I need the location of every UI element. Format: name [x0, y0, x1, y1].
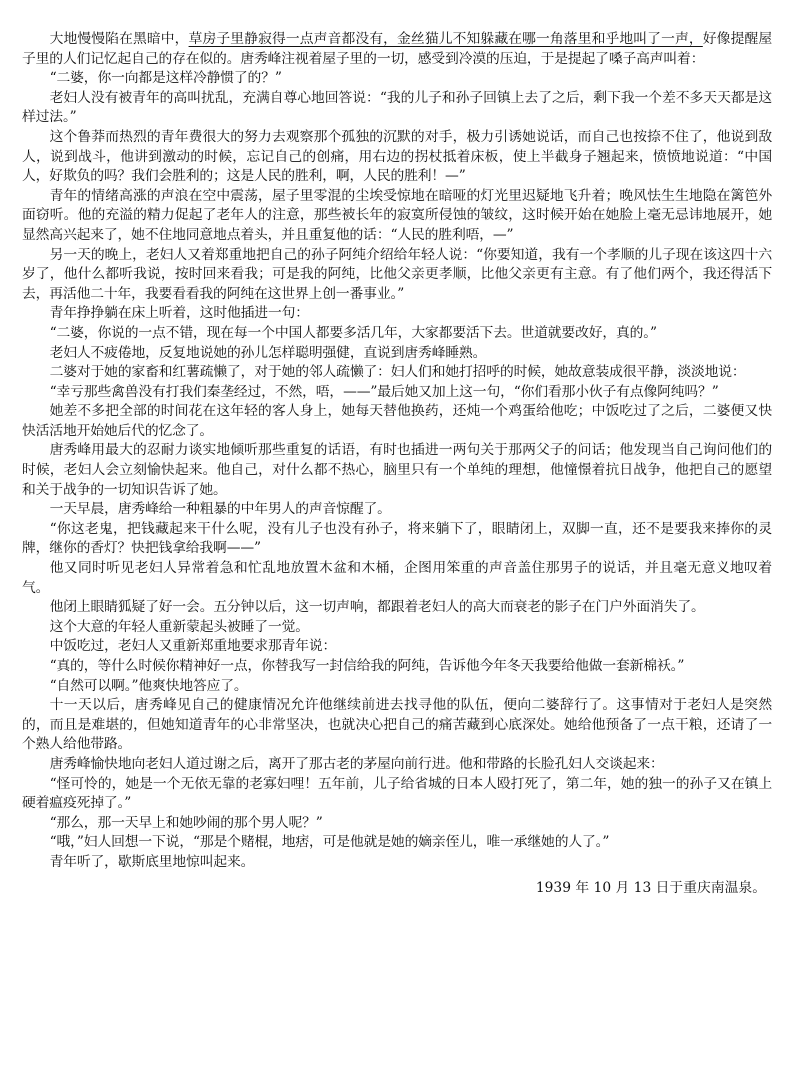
- paragraph: “你这老鬼，把钱藏起来干什么呢，没有儿子也没有孙子，将来躺下了，眼睛闭上，双脚一直，还不是要我来捧你的灵牌，继你的香灯？快把钱拿给我啊——”: [22, 520, 772, 557]
- paragraph: 她差不多把全部的时间花在这年轻的客人身上，她每天替他换药，还炖一个鸡蛋给他吃；中饭吃过了之后，二婆便又快快活活地开始她后代的忆念了。: [22, 403, 772, 439]
- paragraph: “怪可怜的，她是一个无依无靠的老寡妇哩！五年前，儿子给省城的日本人殴打死了，第二年，她的独一的孙子又在镇上硬着瘟疫死掉了。”: [22, 775, 772, 812]
- paragraph-1-text-b: 好像提醒屋子里的人们记忆起自己的存在似的。唐秀峰注视着屋子里的一切，感受到冷漠的压迫，于是提起了嗓子高声叫着：: [22, 31, 773, 67]
- paragraph: 这个大意的年轻人重新蒙起头被睡了一觉。: [49, 618, 309, 635]
- paragraph: 另一天的晚上，老妇人又着郑重地把自己的孙子阿纯介绍给年轻人说：“你要知道，我有一个孝顺的儿子现在该这四十六岁了，他什么都听我说，按时回来看我；可是我的阿纯，比他父亲更孝顺，比他父亲更有主意。有了他们两个，我还得活下去，再活他二十年，我要看看我的阿纯在这世界上创一番事业。”: [22, 246, 772, 302]
- paragraph: “哦，”妇人回想一下说，“那是个赌棍，地痞，可是他就是她的嫡亲侄儿，唯一承继她的人了。”: [49, 834, 610, 851]
- paragraph: 他闭上眼睛狐疑了好一会。五分钟以后，这一切声响，都跟着老妇人的高大而衰老的影子在门户外面消失了。: [49, 599, 705, 616]
- paragraph: “自然可以啊。”他爽快地答应了。: [49, 677, 248, 694]
- date-signature: 1939 年 10 月 13 日于重庆南温泉。: [535, 879, 766, 896]
- paragraph: 这个鲁莽而热烈的青年费很大的努力去观察那个孤独的沉默的对手，极力引诱她说话，而自己也按捺不住了，他说到敌人，说到战斗，他讲到激动的时候，忘记自己的创痛，用右边的拐杖抵着床板，使上半截身子翘起来，愤愤地说道：“中国人，好欺负的吗？我们会胜利的；这是人民的胜利，啊，人民的胜利！—”: [22, 128, 772, 185]
- paragraph: 一天早晨，唐秀峰给一种粗暴的中年男人的声音惊醒了。: [49, 501, 391, 518]
- paragraph: “真的，等什么时候你精神好一点，你替我写一封信给我的阿纯，告诉他今年冬天我要给他做一套新棉袄。”: [49, 658, 685, 674]
- paragraph-1: [22, 30, 772, 69]
- paragraph: 十一天以后，唐秀峰见自己的健康情况允许他继续前进去找寻他的队伍，便向二婆辞行了。这事情对于老妇人是突然的，而且是难堪的，但她知道青年的心非常坚决，也就决心把自己的痛苦藏到心底深处。她给他预备了一点干粮，还请了一个熟人给他带路。: [22, 697, 772, 753]
- paragraph: “二婆，你说的一点不错，现在每一个中国人都要多活几年，大家都要活下去。世道就要改好，真的。”: [49, 324, 657, 341]
- paragraph: 老妇人不疲倦地，反复地说她的孙儿怎样聪明强健，直说到唐秀峰睡熟。: [49, 344, 487, 361]
- underlined-sentence: 草房子里静寂得一点声音都没有，金丝猫儿不知躲藏在哪一角落里和乎地叫了一声，: [188, 31, 703, 47]
- paragraph: “那么，那一天早上和她吵闹的那个男人呢？”: [49, 814, 323, 831]
- paragraph: 老妇人没有被青年的高叫扰乱，充满自尊心地回答说：“我的儿子和孙子回镇上去了之后，剩下我一个差不多天天都是这样过法。”: [22, 89, 772, 126]
- paragraph: “幸亏那些禽兽没有打我们秦垄经过，不然，唔，——”最后她又加上这一句，“你们看那小伙子有点像阿纯吗？”: [49, 383, 719, 400]
- paragraph: 唐秀峰愉快地向老妇人道过谢之后，离开了那古老的茅屋向前行进。他和带路的长脸孔妇人交谈起来：: [49, 755, 664, 772]
- paragraph: 青年听了，歇斯底里地惊叫起来。: [49, 853, 255, 870]
- paragraph: 他又同时听见老妇人异常着急和忙乱地放置木盆和木桶，企图用笨重的声音盖住那男子的说话，并且毫无意义地叹着气。: [22, 560, 772, 596]
- paragraph: 唐秀峰用最大的忍耐力谈实地倾听那些重复的话语，有时也插进一两句关于那两父子的问话；他发现当自己询问他们的时候，老妇人会立刻愉快起来。他自己，对什么都不热心，脑里只有一个单纯的理想，他憧憬着抗日战争，他把自己的愿望和关于战争的一切知识告诉了她。: [22, 442, 772, 498]
- paragraph: 青年的情绪高涨的声浪在空中震荡，屋子里零混的尘埃受惊地在暗哑的灯光里迟疑地飞升着；晚风怯生生地隐在篱笆外面窃听。他的充溢的精力促起了老年人的注意，那些被长年的寂寞所侵蚀的皱纹，这时候开始在她脸上毫无忌讳地展开，她显然高兴起来了，她不住地同意地点着头，并且重复他的话：“人民的胜利唔，—”: [22, 187, 772, 243]
- paragraph: 二婆对于她的家畜和红薯疏懒了，对于她的邻人疏懒了：妇人们和她打招呼的时候，她故意装成很平静，淡淡地说：: [49, 364, 746, 381]
- paragraph-1-text-a: 大地慢慢陷在黑暗中，: [49, 31, 189, 47]
- paragraph: “二婆，你一向都是这样冷静惯了的？”: [49, 70, 282, 87]
- paragraph: 青年挣挣躺在床上听着，这时他插进一句：: [49, 305, 309, 322]
- paragraph: 中饭吃过，老妇人又重新郑重地要求那青年说：: [49, 638, 337, 655]
